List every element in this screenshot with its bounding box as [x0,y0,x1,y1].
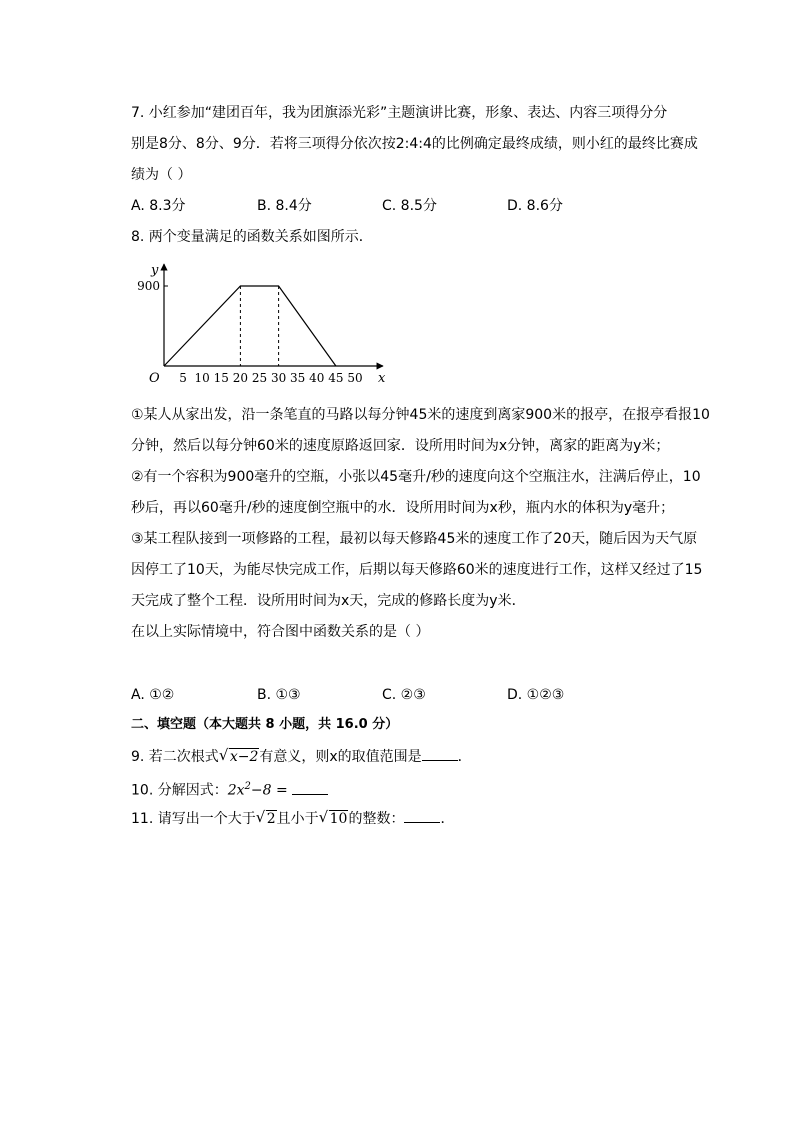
q9-answer-blank[interactable] [422,746,458,761]
q10-expr-exponent: 2 [244,781,251,792]
y-tick-label-0: 900 [137,279,160,293]
q8-scenario-3-line-1: ③某工程队接到一项修路的工程，最初以每天修路45米的速度工作了20天，随后因为天气原 [131,531,698,547]
q7-line-3: 绩为（ ） [131,167,192,183]
radical-sign-icon: √ [255,808,266,826]
radical-sign-icon: √ [318,808,329,826]
q9-prefix: 9. 若二次根式 [131,749,219,765]
x-axis-label: x [378,371,386,386]
q8-question: 在以上实际情境中，符合图中函数关系的是（ ） [131,624,430,640]
q11-prefix: 11. 请写出一个大于 [131,811,256,827]
radical-sign-icon: √ [218,746,229,764]
x-tick-label-9: 50 [347,371,363,385]
q9-line [131,746,472,767]
q8-option-c[interactable]: C. ②③ [382,687,426,703]
q11-radical-2 [319,809,349,829]
q7-option-d[interactable]: D. 8.6分 [507,198,563,214]
x-tick-label-4: 25 [251,371,268,385]
q10-expr-rest: −8 = [250,782,288,799]
x-tick-label-3: 20 [232,371,249,385]
q9-radical [219,747,260,767]
q10-expr-base: 2x [227,782,245,799]
q7-option-b[interactable]: B. 8.4分 [257,198,312,214]
q8-option-a[interactable]: A. ①② [131,687,175,703]
q11-radicand-1: 2 [266,811,276,827]
q8-scenario-2-line-2: 秒后，再以60毫升/秒的速度倒空瓶中的水．设所用时间为x秒，瓶内水的体积为y毫升； [131,500,675,516]
q7-option-a[interactable]: A. 8.3分 [131,198,186,214]
q7-line-2: 别是8分、8分、9分．若将三项得分依次按2:4:4的比例确定最终成绩，则小红的最终比赛成 [131,136,698,152]
x-tick-label-6: 35 [290,371,306,385]
q8-scenario-1-line-2: 分钟，然后以每分钟60米的速度原路返回家．设所用时间为x分钟，离家的距离为y米； [131,438,670,454]
q8-scenario-3-line-3: 天完成了整个工程．设所用时间为x天，完成的修路长度为y米． [131,593,526,609]
x-tick-label-5: 30 [270,371,287,385]
q11-answer-blank[interactable] [404,808,440,823]
x-tick-label-1: 10 [194,371,210,385]
x-tick-label-8: 45 [328,371,344,385]
x-tick-label-7: 40 [309,371,325,385]
q8-stem: 8. 两个变量满足的函数关系如图所示． [131,229,373,245]
x-tick-label-0: 5 [179,371,187,385]
origin-label: O [149,371,160,386]
q10-line [131,777,328,801]
q8-scenario-2-line-1: ②有一个容积为900毫升的空瓶，小张以45毫升/秒的速度向这个空瓶注水，注满后停止，10 [131,469,701,485]
section-heading-fill-in: 二、填空题（本大题共 8 小题，共 16.0 分） [131,717,399,732]
q11-radicand-2: 10 [329,811,348,827]
y-axis-label: y [151,263,159,278]
q8-scenario-3-line-2: 因停工了10天，为能尽快完成工作，后期以每天修路60米的速度进行工作，这样又经过了15 [131,562,703,578]
series-line [164,286,336,366]
q9-suffix: 有意义，则x的取值范围是 [259,749,422,765]
q9-end: ． [457,749,472,765]
q7-option-c[interactable]: C. 8.5分 [382,198,437,214]
function-graph [131,258,391,386]
q8-option-d[interactable]: D. ①②③ [507,687,565,703]
q11-mid: 且小于 [276,811,319,827]
q8-option-b[interactable]: B. ①③ [257,687,301,703]
q10-answer-blank[interactable] [292,780,328,795]
q11-line [131,808,454,829]
q8-scenario-1-line-1: ①某人从家出发，沿一条笔直的马路以每分钟45米的速度到离家900米的报亭，在报亭看报10 [131,407,710,423]
q7-line-1: 7. 小红参加“建团百年，我为团旗添光彩”主题演讲比赛，形象、表达、内容三项得分分 [131,105,668,121]
q11-suffix: 的整数： [348,811,405,827]
q11-radical-1 [256,809,277,829]
q10-prefix: 10. 分解因式： [131,782,228,799]
q9-radicand: x−2 [229,749,259,765]
x-tick-label-2: 15 [213,371,229,385]
q11-end: ． [440,811,455,827]
